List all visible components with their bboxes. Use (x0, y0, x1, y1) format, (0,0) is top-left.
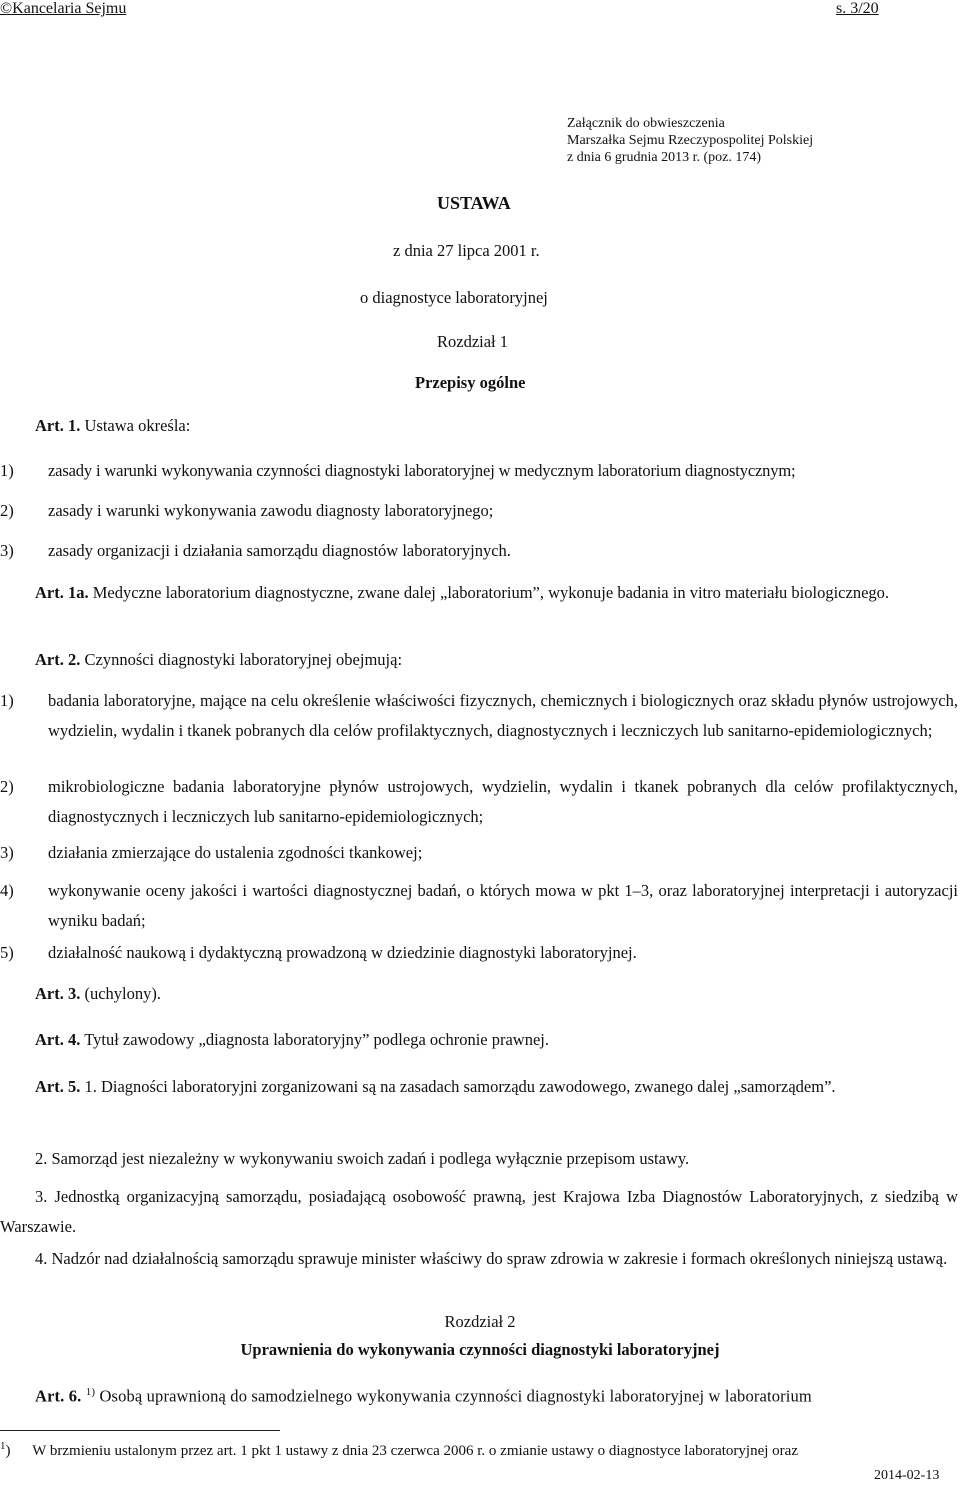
item-number: 5) (0, 943, 14, 962)
item-number: 1) (0, 691, 14, 710)
act-title: USTAWA (437, 193, 511, 213)
footnote-paren: ) (5, 1443, 11, 1459)
art-5-paragraph-4 (0, 1244, 958, 1274)
item-text: zasady organizacji i działania samorządu diagnostów laboratoryjnych. (48, 541, 511, 560)
annex-line-1: Załącznik do obwieszczenia (567, 116, 725, 131)
art-1a-label: Art. 1a. (35, 583, 89, 602)
art-3-text: (uchylony). (84, 984, 162, 1003)
item-text: zasady i warunki wykonywania zawodu diagnosty laboratoryjnego; (48, 501, 494, 520)
item-number: 2) (0, 777, 14, 796)
art-6-label: Art. 6. (35, 1386, 82, 1406)
item-text: mikrobiologiczne badania laboratoryjne płynów ustrojowych, wydzielin, wydalin i tkanek pobranych dla celów profilaktycznych, diagnostycznych i leczniczych lub sanitarno-epidemiologicznych; (48, 777, 958, 826)
act-subject: o diagnostyce laboratoryjnej (360, 288, 548, 307)
item-text: wykonywanie oceny jakości i wartości diagnostycznej badań, o których mowa w pkt 1–3, oraz laboratoryjnej interpretacji i autoryzacji wyniku badań; (48, 881, 958, 930)
chapter-1-label: Rozdział 1 (437, 332, 509, 351)
art-5-label: Art. 5. (35, 1077, 81, 1096)
chapter-1-title: Przepisy ogólne (415, 373, 526, 392)
art-4-label: Art. 4. (35, 1030, 81, 1049)
item-text: zasady i warunki wykonywania czynności diagnostyki laboratoryjnej w medycznym laboratorium diagnostycznym; (48, 461, 796, 480)
footnote-separator (0, 1430, 280, 1431)
art-4-text: Tytuł zawodowy „diagnosta laboratoryjny” podlega ochronie prawnej. (84, 1030, 550, 1049)
header-source[interactable] (0, 0, 126, 18)
art-5-p4: 4. Nadzór nad działalnością samorządu sprawuje minister właściwy do spraw zdrowia w zakresie i formach określonych niniejszą ustawą. (35, 1249, 948, 1268)
header-page-number (836, 0, 879, 18)
footnote-text: W brzmieniu ustalonym przez art. 1 pkt 1 ustawy z dnia 23 czerwca 2006 r. o zmianie ustawy o diagnostyce laboratoryjnej oraz (32, 1443, 798, 1459)
art-4 (35, 1030, 549, 1050)
item-number: 3) (0, 541, 14, 560)
art-3-label: Art. 3. (35, 984, 81, 1003)
art-1a (0, 578, 958, 608)
art-1-text: Ustawa określa: (84, 416, 191, 435)
art-2 (35, 650, 402, 670)
annex-line-2: Marszałka Sejmu Rzeczypospolitej Polskiej (567, 133, 814, 148)
footnote (0, 1440, 798, 1460)
chapter-2-title: Uprawnienia do wykonywania czynności diagnostyki laboratoryjnej (240, 1340, 720, 1359)
art-6-text: Osobą uprawnioną do samodzielnego wykonywania czynności diagnostyki laboratoryjnej w laboratorium (99, 1386, 812, 1406)
art-1-label: Art. 1. (35, 416, 81, 435)
page-number-link[interactable]: s. 3/20 (836, 0, 879, 17)
art-6 (35, 1386, 812, 1407)
item-text: działalność naukową i dydaktyczną prowadzoną w dziedzinie diagnostyki laboratoryjnej. (48, 943, 637, 962)
art-5-paragraph-1 (0, 1072, 958, 1102)
footnote-reference[interactable]: 1) (85, 1386, 96, 1398)
art-2-label: Art. 2. (35, 650, 81, 669)
item-number: 2) (0, 501, 14, 520)
art-3 (35, 984, 161, 1004)
item-number: 4) (0, 881, 14, 900)
chapter-2-label: Rozdział 2 (444, 1312, 516, 1331)
art-1 (35, 416, 190, 436)
art-2-text: Czynności diagnostyki laboratoryjnej obejmują: (84, 650, 403, 669)
item-text: badania laboratoryjne, mające na celu określenie właściwości fizycznych, chemicznych i biologicznych oraz składu płynów ustrojowych, wydzielin, wydalin i tkanek pobranych dla celów profilaktycznych, diagnostycznych i leczniczych lub sanitarno-epidemiologicznych; (48, 691, 958, 740)
art-5-p3: 3. Jednostką organizacyjną samorządu, posiadającą osobowość prawną, jest Krajowa Izba Diagnostów Laboratoryjnych, z siedzibą w Warszawie. (0, 1187, 958, 1236)
art-5-paragraph-3 (0, 1182, 958, 1242)
art-5-paragraph-2 (0, 1144, 958, 1174)
act-date: z dnia 27 lipca 2001 r. (393, 241, 540, 260)
annex-line-3: z dnia 6 grudnia 2013 r. (poz. 174) (567, 150, 762, 165)
header-source-link[interactable]: ©Kancelaria Sejmu (0, 0, 127, 17)
art-1a-text: Medyczne laboratorium diagnostyczne, zwane dalej „laboratorium”, wykonuje badania in vitro materiału biologicznego. (92, 583, 890, 602)
footer-date: 2014-02-13 (874, 1468, 940, 1483)
footnote-mark: 1 (0, 1440, 6, 1452)
art-5-p2: 2. Samorząd jest niezależny w wykonywaniu swoich zadań i podlega wyłącznie przepisom ustawy. (35, 1149, 690, 1168)
item-number: 3) (0, 843, 14, 862)
item-text: działania zmierzające do ustalenia zgodności tkankowej; (48, 843, 423, 862)
art-5-p1: 1. Diagności laboratoryjni zorganizowani są na zasadach samorządu zawodowego, zwanego dalej „samorządem”. (84, 1077, 836, 1096)
item-number: 1) (0, 461, 14, 480)
